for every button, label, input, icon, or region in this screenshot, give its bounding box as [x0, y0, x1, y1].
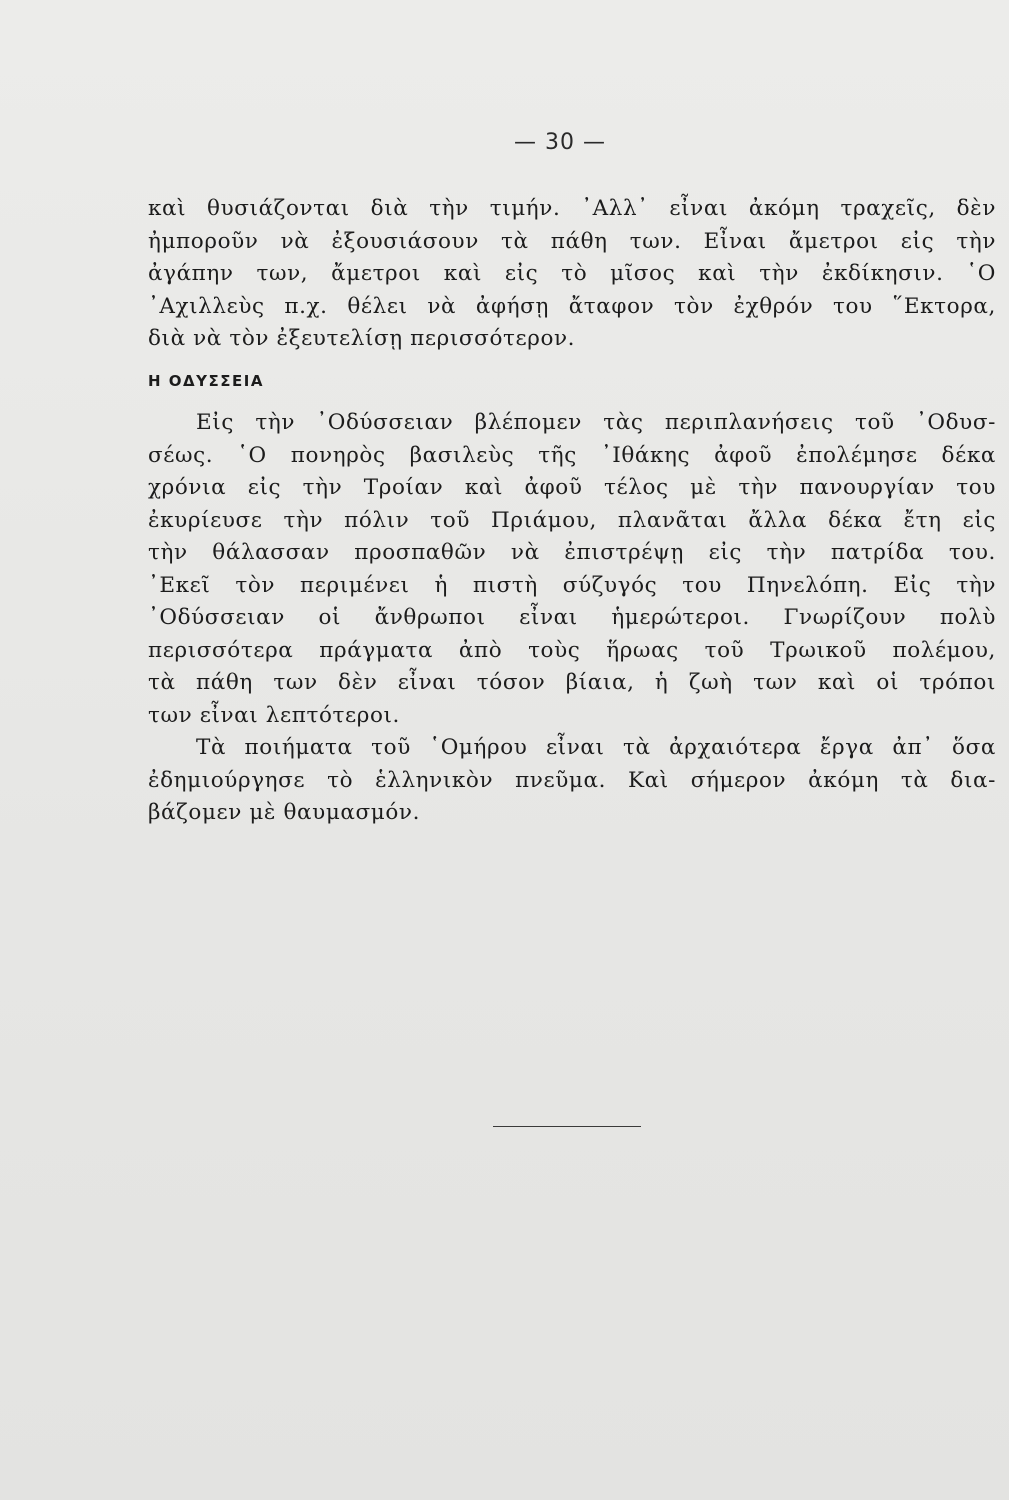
text-line: τὰ πάθη των δὲν εἶναι τόσον βίαια, ἡ ζωὴ των καὶ οἱ τρόποι [148, 670, 996, 695]
section-body [148, 407, 996, 830]
text-line: περισσότερα πράγματα ἀπὸ τοὺς ἥρωας τοῦ Τρωικοῦ πολέμου, [148, 637, 996, 663]
text-line: ἐκυρίευσε τὴν πόλιν τοῦ Πριάμου, πλανᾶται ἄλλα δέκα ἔτη εἰς [148, 507, 996, 533]
text-line: χρόνια εἰς τὴν Τροίαν καὶ ἀφοῦ τέλος μὲ τὴν πανουργίαν του [148, 475, 996, 500]
paragraph-odyssey [148, 407, 996, 732]
text-line: βάζομεν μὲ θαυμασμόν. [148, 800, 421, 825]
text-line: ἠμποροῦν νὰ ἐξουσιάσουν τὰ πάθη των. Εἶναι ἄμετροι εἰς τὴν [148, 228, 996, 254]
text-line: Τὰ ποιήματα τοῦ ῾Ομήρου εἶναι τὰ ἀρχαιότερα ἔργα ἀπ᾿ ὅσα [196, 735, 996, 760]
text-line: διὰ νὰ τὸν ἐξευτελίσῃ περισσότερον. [148, 326, 576, 351]
text-line: ἐδημιούργησε τὸ ἑλληνικὸν πνεῦμα. Καὶ σήμερον ἀκόμη τὰ δια- [148, 767, 996, 793]
text-line: ἀγάπην των, ἄμετροι καὶ εἰς τὸ μῖσος καὶ τὴν ἐκδίκησιν. ῾Ο [148, 261, 996, 286]
text-line: ᾿Αχιλλεὺς π.χ. θέλει νὰ ἀφήσῃ ἄταφον τὸν ἐχθρόν του ῞Εκτορα, [148, 293, 996, 319]
end-rule [493, 1126, 641, 1127]
text-line: ᾿Εκεῖ τὸν περιμένει ἡ πιστὴ σύζυγός του Πηνελόπη. Εἰς τὴν [148, 572, 996, 598]
paragraph-homer [148, 732, 996, 830]
text-line: καὶ θυσιάζονται διὰ τὴν τιμήν. ᾿Αλλ᾿ εἶναι ἀκόμη τραχεῖς, δὲν [148, 196, 996, 221]
text-line: σέως. ῾Ο πονηρὸς βασιλεὺς τῆς ᾿Ιθάκης ἀφοῦ ἐπολέμησε δέκα [148, 442, 996, 468]
text-line: των εἶναι λεπτότεροι. [148, 702, 400, 728]
top-paragraph [148, 193, 996, 356]
text-line: Εἰς τὴν ᾿Οδύσσειαν βλέπομεν τὰς περιπλανήσεις τοῦ ᾿Οδυσ- [196, 410, 996, 435]
text-line: τὴν θάλασσαν προσπαθῶν νὰ ἐπιστρέψῃ εἰς τὴν πατρίδα του. [148, 540, 996, 565]
section-heading: Η ΟΔΥΣΣΕΙΑ [148, 372, 264, 390]
text-line: ᾿Οδύσσειαν οἱ ἄνθρωποι εἶναι ἡμερώτεροι. Γνωρίζουν πολὺ [148, 605, 996, 630]
page-number: — 30 — [514, 130, 606, 155]
